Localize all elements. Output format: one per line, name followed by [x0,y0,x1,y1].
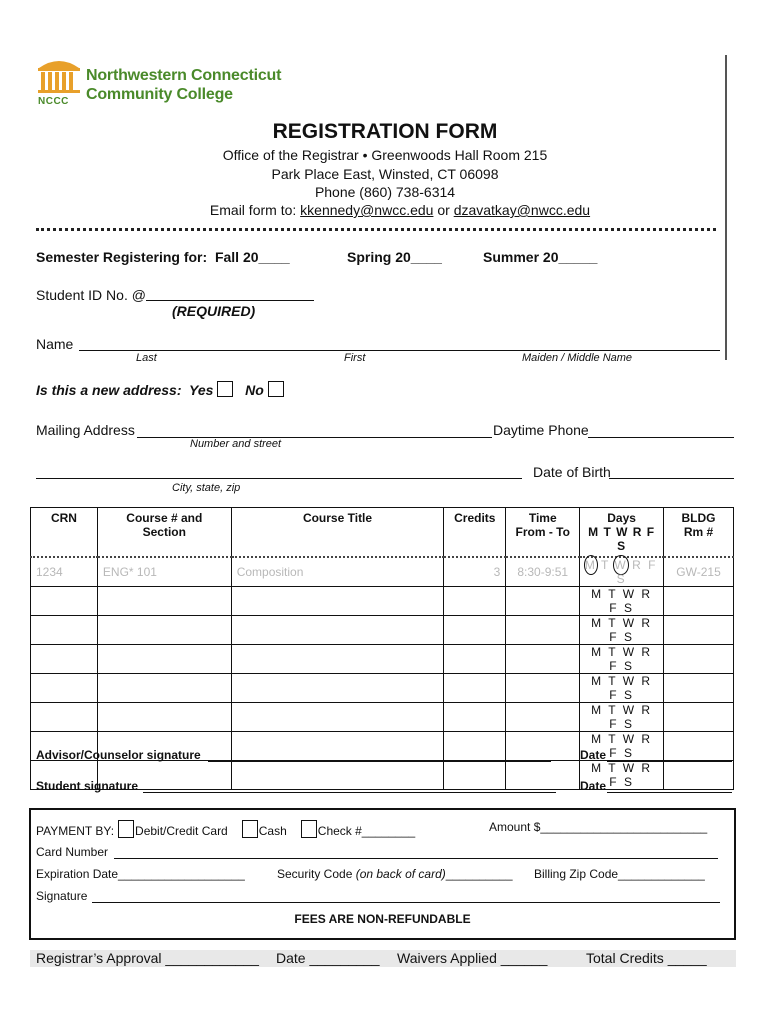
total-credits: Total Credits _____ [586,950,707,966]
table-row [31,587,734,616]
card-number-label: Card Number [36,845,109,859]
office-line-1: Office of the Registrar • Greenwoods Hall Room 215 [222,147,548,163]
payment-method-row: PAYMENT BY: Debit/Credit Card Cash Check #________ [36,820,415,838]
footer-date: Date _________ [276,950,380,966]
days-cell[interactable]: M T W R F S [580,732,664,761]
registrar-approval: Registrar’s Approval ____________ [36,950,259,966]
number-street-caption: Number and street [190,438,282,450]
header-credits: Credits [444,508,506,558]
yes-checkbox[interactable] [217,381,233,397]
expiration-date-field[interactable]: Expiration Date___________________ [36,867,245,881]
email-link-kkennedy[interactable]: kkennedy@nwcc.edu [300,202,434,218]
advisor-date-field[interactable] [607,761,732,762]
days-cell[interactable]: M T W R F S [580,674,664,703]
days-cell[interactable]: M T W R F S [580,645,664,674]
date-of-birth-label: Date of Birth [533,464,611,480]
form-title: REGISTRATION FORM [272,120,498,143]
name-last-caption: Last [136,352,157,364]
name-field[interactable] [79,350,720,351]
email-link-dzavatkay[interactable]: dzavatkay@nwcc.edu [453,202,591,218]
card-number-field[interactable] [114,858,718,859]
fees-notice: FEES ARE NON-REFUNDABLE [294,912,471,926]
student-id-label: Student ID No. @ [36,287,146,303]
advisor-signature-label: Advisor/Counselor signature [36,748,201,762]
header-days: Days M T W R F S [580,508,664,558]
table-row-example [31,557,734,587]
days-cell[interactable]: M T W R F S [580,587,664,616]
office-use-footer [30,950,736,967]
example-credits: 3 [444,557,506,587]
name-label: Name [36,336,74,352]
logo-abbreviation: NCCC [38,96,69,107]
table-row [31,703,734,732]
new-address-question: Is this a new address: Yes No [36,381,284,398]
semester-spring: Spring 20____ [347,249,442,265]
email-line: Email form to: kkennedy@nwcc.edu or dzavatkay@nwcc.edu [209,202,591,218]
example-time: 8:30-9:51 [506,557,580,587]
student-id-field[interactable] [146,300,314,301]
office-line-2: Park Place East, Winsted, CT 06098 [271,166,499,182]
table-row [31,616,734,645]
payment-signature-field[interactable] [92,902,720,903]
student-date-field[interactable] [607,792,732,793]
table-row [31,645,734,674]
daytime-phone-label: Daytime Phone [493,422,589,438]
example-bldg: GW-215 [664,557,734,587]
table-row [31,674,734,703]
payment-signature-label: Signature [36,889,88,903]
no-checkbox[interactable] [268,381,284,397]
daytime-phone-field[interactable] [588,437,734,438]
header-time: Time From - To [506,508,580,558]
student-id-required: (REQUIRED) [172,303,256,319]
name-first-caption: First [344,352,366,364]
header-title: Course Title [231,508,444,558]
header-course: Course # and Section [97,508,231,558]
example-title: Composition [231,557,444,587]
logo-name: Northwestern Connecticut Community College [86,67,282,103]
semester-label: Semester Registering for: Fall 20____ [36,249,290,265]
billing-zip-field[interactable]: Billing Zip Code_____________ [534,867,705,881]
building-columns-icon [36,56,82,96]
date-of-birth-field[interactable] [609,478,734,479]
check-checkbox[interactable] [301,820,317,838]
advisor-signature-field[interactable] [208,761,551,762]
student-signature-label: Student signature [36,779,139,793]
days-cell[interactable]: M T W R F S [580,703,664,732]
student-date-label: Date [580,779,607,793]
days-cell[interactable]: M T W R F S [580,616,664,645]
city-state-zip-caption: City, state, zip [172,482,241,494]
name-maiden-caption: Maiden / Middle Name [522,352,633,364]
security-code-field[interactable]: Security Code (on back of card)__________ [277,867,513,881]
example-days: M T W R F S [580,557,664,587]
header-crn: CRN [31,508,98,558]
waivers-applied: Waivers Applied ______ [397,950,548,966]
dotted-divider [36,228,716,231]
office-phone: Phone (860) 738-6314 [314,184,456,200]
student-signature-field[interactable] [143,792,556,793]
table-header-row [31,508,734,558]
amount-field[interactable]: Amount $_________________________ [489,820,708,834]
header-bldg: BLDG Rm # [664,508,734,558]
days-cell[interactable]: M T W R F S [580,761,664,790]
mailing-address-label: Mailing Address [36,422,135,438]
cash-checkbox[interactable] [242,820,258,838]
payment-box [29,808,736,940]
example-crn: 1234 [31,557,98,587]
advisor-date-label: Date [580,748,607,762]
example-course: ENG* 101 [97,557,231,587]
debit-credit-checkbox[interactable] [118,820,134,838]
college-logo [36,56,306,112]
semester-summer: Summer 20_____ [483,249,598,265]
city-state-zip-field[interactable] [36,478,522,479]
